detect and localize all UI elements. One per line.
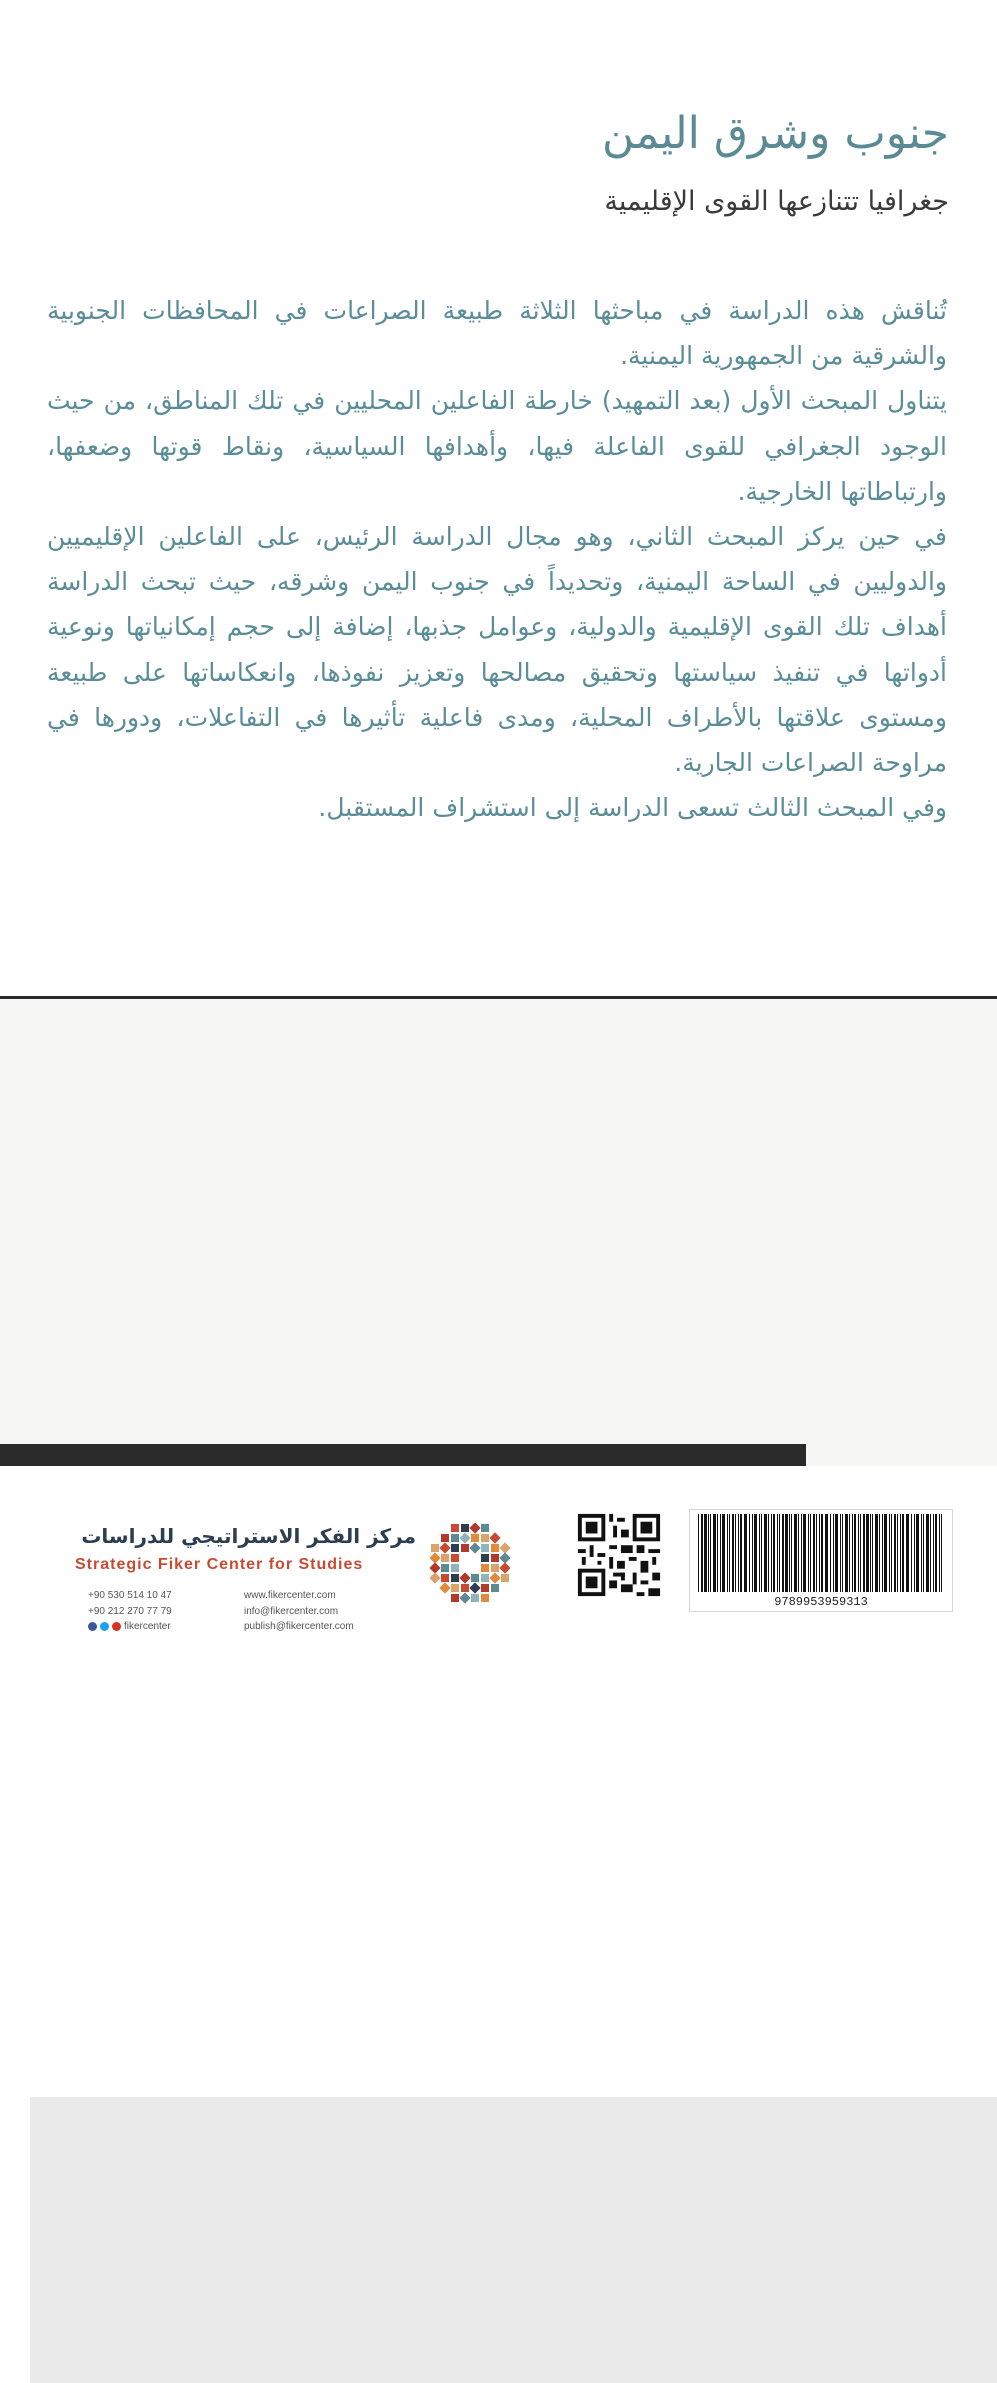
barcode-bar [916, 1514, 919, 1592]
logo-tile [499, 1562, 510, 1573]
logo-tile [499, 1552, 510, 1563]
qr-code [573, 1510, 665, 1600]
barcode-bar [935, 1514, 937, 1592]
logo-tile [451, 1594, 459, 1602]
barcode-bar [717, 1514, 718, 1592]
logo-tile [461, 1584, 469, 1592]
barcode-bar [872, 1514, 873, 1592]
barcode-bar [894, 1514, 896, 1592]
synopsis-paragraph-1: تُناقش هذه الدراسة في مباحثها الثلاثة طبيعة الصراعات في المحافظات الجنوبية والشرقية من الجمهورية اليمنية. [47, 296, 947, 371]
twitter-icon [100, 1622, 109, 1631]
barcode-bar [752, 1514, 753, 1592]
logo-tile [481, 1534, 489, 1542]
publisher-strip [30, 2097, 997, 2383]
email-info: info@fikercenter.com [244, 1605, 339, 1617]
barcode-bar [816, 1514, 817, 1592]
publisher-name-ar: مركز الفكر الاستراتيجي للدراسات [81, 1524, 416, 1548]
logo-tile [491, 1584, 499, 1592]
logo-tile [451, 1534, 459, 1542]
barcode-bar [710, 1514, 711, 1592]
publisher-web [244, 1588, 354, 1635]
logo-tile [451, 1584, 459, 1592]
barcode-bar [902, 1514, 904, 1592]
barcode-bar [722, 1514, 725, 1592]
barcode-bar [738, 1514, 739, 1592]
barcode-bar [933, 1514, 934, 1592]
barcode-bar [735, 1514, 736, 1592]
barcode-bar [921, 1514, 922, 1592]
barcode-bar [926, 1514, 929, 1592]
logo-tile [439, 1582, 450, 1593]
facebook-icon [88, 1622, 97, 1631]
barcode-bar [849, 1514, 850, 1592]
barcode-bar [732, 1514, 734, 1592]
barcode-bar [782, 1514, 784, 1592]
barcode-bar [713, 1514, 716, 1592]
logo-tile [430, 1562, 441, 1573]
logo-tile [471, 1594, 479, 1602]
logo-tile [481, 1574, 489, 1582]
back-cover-footer [0, 999, 997, 1632]
logo-tile [451, 1564, 459, 1572]
logo-tile [499, 1542, 510, 1553]
barcode-bar [779, 1514, 780, 1592]
barcode-bar [897, 1514, 898, 1592]
publisher-name-en: Strategic Fiker Center for Studies [75, 1556, 364, 1573]
barcode-bar [863, 1514, 865, 1592]
youtube-icon [112, 1622, 121, 1631]
barcode-bar [740, 1514, 742, 1592]
logo-tile [489, 1572, 500, 1583]
logo-tile [481, 1554, 489, 1562]
logo-tile [481, 1564, 489, 1572]
phone-2: +90 212 270 77 79 [88, 1605, 172, 1617]
logo-tile [489, 1532, 500, 1543]
barcode-bar [749, 1514, 750, 1592]
logo-tile [430, 1572, 441, 1583]
publisher-logo-icon [430, 1523, 510, 1605]
barcode-bar [941, 1514, 942, 1592]
barcode-bar [854, 1514, 856, 1592]
logo-tile [459, 1532, 470, 1543]
barcode-bar [852, 1514, 853, 1592]
barcode-bar [833, 1514, 834, 1592]
publisher-phones [88, 1588, 172, 1635]
logo-tile [471, 1534, 479, 1542]
logo-tile [441, 1564, 449, 1572]
logo-tile [451, 1544, 459, 1552]
barcode-bar [882, 1514, 883, 1592]
barcode-bar [875, 1514, 878, 1592]
barcode-bar [768, 1514, 769, 1592]
barcode-bar [845, 1514, 848, 1592]
barcode-bar [858, 1514, 859, 1592]
logo-tile [469, 1582, 480, 1593]
barcode-bar [884, 1514, 887, 1592]
logo-tile [461, 1544, 469, 1552]
logo-tile [461, 1524, 469, 1532]
barcode-bar [777, 1514, 778, 1592]
barcode-bar [891, 1514, 892, 1592]
book-title: جنوب وشرق اليمن [602, 108, 949, 159]
synopsis-paragraph-2: يتناول المبحث الأول (بعد التمهيد) خارطة الفاعلين المحليين في تلك المناطق، من حيث الوجود الجغرافي للقوى الفاعلة فيها، وأهدافها السياسية، ونقاط قوتها وضعفها، وارتباطاتها الخارجية. [47, 386, 947, 506]
barcode-bar [698, 1514, 699, 1592]
barcode-bar [803, 1514, 806, 1592]
logo-tile [501, 1574, 509, 1582]
logo-tile [451, 1524, 459, 1532]
barcode-bar [821, 1514, 823, 1592]
barcode-bar [930, 1514, 931, 1592]
barcode-bar [914, 1514, 915, 1592]
logo-tile [481, 1594, 489, 1602]
logo-tile [469, 1542, 480, 1553]
logo-tile [441, 1534, 449, 1542]
isbn-barcode [689, 1509, 953, 1612]
phone-1: +90 530 514 10 47 [88, 1590, 172, 1601]
barcode-bar [773, 1514, 775, 1592]
barcode-bar [906, 1514, 909, 1592]
barcode-bar [701, 1514, 703, 1592]
logo-tile [441, 1574, 449, 1582]
barcode-bar [939, 1514, 940, 1592]
barcode-bar [870, 1514, 871, 1592]
book-subtitle: جغرافيا تتنازعها القوى الإقليمية [604, 186, 949, 217]
logo-tile [441, 1554, 449, 1562]
isbn-number: 9789953959313 [774, 1595, 868, 1609]
logo-tile [469, 1523, 480, 1534]
social-handle: fikercenter [124, 1621, 171, 1632]
barcode-bar [830, 1514, 831, 1592]
barcode-bar [794, 1514, 797, 1592]
logo-tile [491, 1554, 499, 1562]
barcode-bar [708, 1514, 709, 1592]
barcode-bar [835, 1514, 838, 1592]
barcode-bar [879, 1514, 880, 1592]
logo-tile [481, 1584, 489, 1592]
website: www.fikercenter.com [244, 1590, 336, 1601]
barcode-bar [727, 1514, 728, 1592]
logo-tile [459, 1592, 470, 1603]
synopsis [47, 288, 947, 830]
barcode-bar [761, 1514, 762, 1592]
barcode-bar [842, 1514, 843, 1592]
barcode-bar [729, 1514, 730, 1592]
back-cover-main [0, 0, 997, 999]
barcode-bar [785, 1514, 788, 1592]
barcode-bar [889, 1514, 890, 1592]
logo-tile [451, 1574, 459, 1582]
barcode-bar [813, 1514, 815, 1592]
barcode-bar [808, 1514, 809, 1592]
synopsis-paragraph-3: في حين يركز المبحث الثاني، وهو مجال الدراسة الرئيس، على الفاعلين الإقليميين والدوليين في الساحة اليمنية، وتحديداً في جنوب اليمن وشرقه، حيث تبحث الدراسة أهداف تلك القوى الإقليمية والدولية، وعوامل جذبها، إضافة إلى حجم إمكانياتها ونوعية أدواتها في تنفيذ سياستها وتحقيق مصالحها وتعزيز نفوذها، وانعكاساتها على طبيعة ومستوى علاقتها بالأطراف المحلية، ومدى فاعلية تأثيرها في التفاعلات، ودورها في مراوحة الصراعات الجارية. [47, 522, 947, 778]
barcode-bar [900, 1514, 901, 1592]
barcode-bar [704, 1514, 707, 1592]
barcode-bar [744, 1514, 747, 1592]
barcode-bar [810, 1514, 811, 1592]
email-publish: publish@fikercenter.com [244, 1621, 354, 1632]
barcode-bar [798, 1514, 799, 1592]
logo-tile [459, 1572, 470, 1583]
logo-tile [451, 1554, 459, 1562]
barcode-bar [825, 1514, 828, 1592]
barcode-bar [866, 1514, 869, 1592]
logo-tile [481, 1524, 489, 1532]
synopsis-paragraph-4: وفي المبحث الثالث تسعى الدراسة إلى استشراف المستقبل. [318, 793, 947, 823]
barcode-bar [789, 1514, 790, 1592]
logo-tile [491, 1564, 499, 1572]
barcode-bars [696, 1514, 946, 1592]
social-links [88, 1619, 172, 1635]
barcode-bar [764, 1514, 767, 1592]
barcode-bar [860, 1514, 861, 1592]
barcode-bar [771, 1514, 772, 1592]
logo-tile [471, 1574, 479, 1582]
logo-tile [430, 1552, 441, 1563]
barcode-bar [791, 1514, 792, 1592]
barcode-bar [819, 1514, 820, 1592]
logo-tile [481, 1544, 489, 1552]
bottom-edge-bar [0, 1444, 806, 1466]
logo-tile [491, 1544, 499, 1552]
barcode-bar [754, 1514, 757, 1592]
barcode-bar [720, 1514, 721, 1592]
logo-tile [431, 1544, 439, 1552]
logo-tile [439, 1542, 450, 1553]
barcode-bar [840, 1514, 841, 1592]
barcode-bar [911, 1514, 912, 1592]
barcode-bar [801, 1514, 802, 1592]
barcode-bar [923, 1514, 924, 1592]
barcode-bar [759, 1514, 760, 1592]
